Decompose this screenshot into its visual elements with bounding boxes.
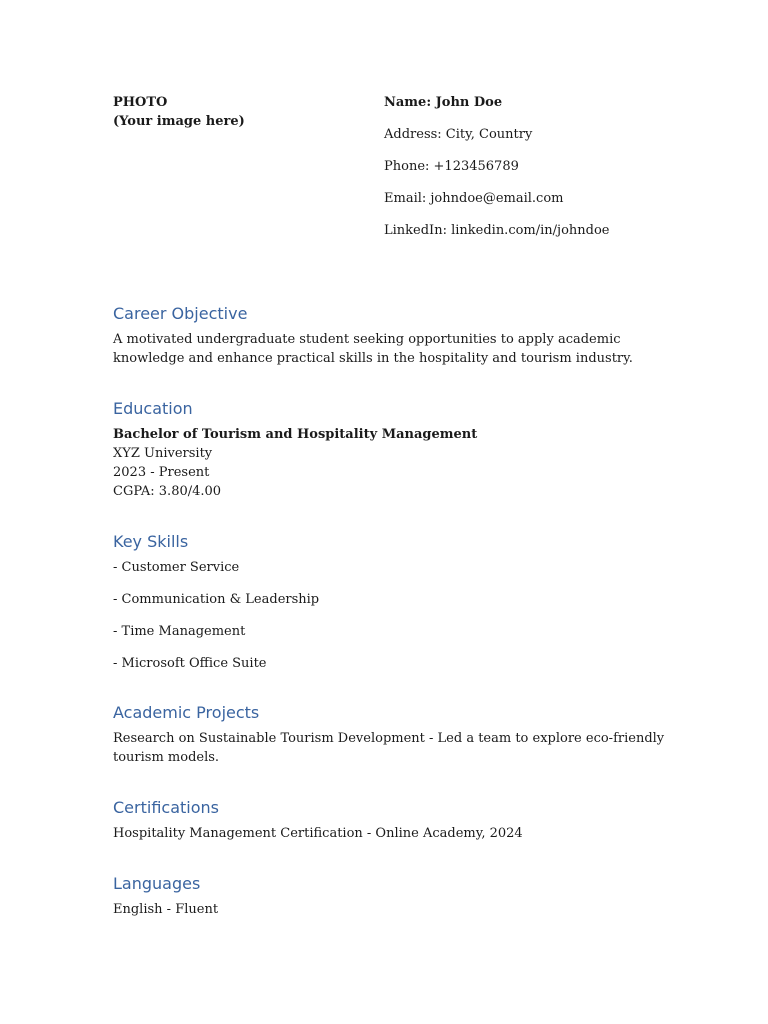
education-heading: Education — [113, 399, 193, 418]
linkedin-line: LinkedIn: linkedin.com/in/johndoe — [384, 223, 610, 238]
degree-title: Bachelor of Tourism and Hospitality Management — [113, 427, 478, 442]
candidate-name: Name: John Doe — [384, 95, 503, 110]
key-skills-section — [113, 531, 673, 686]
academic-projects-text: Research on Sustainable Tourism Development - Led a team to explore eco-friendly tourism models. — [113, 731, 665, 765]
certifications-text: Hospitality Management Certification - Online Academy, 2024 — [113, 826, 523, 841]
cgpa-value: CGPA: 3.80/4.00 — [113, 484, 222, 499]
university-name: XYZ University — [113, 446, 213, 461]
email-line: Email: johndoe@email.com — [384, 191, 564, 206]
languages-section — [113, 873, 673, 919]
contact-info — [384, 93, 610, 253]
skill-item: - Time Management — [113, 624, 246, 639]
languages-heading: Languages — [113, 874, 201, 893]
career-objective-section — [113, 303, 673, 368]
languages-text: English - Fluent — [113, 902, 219, 917]
academic-projects-section — [113, 702, 673, 767]
address-line: Address: City, Country — [384, 127, 533, 142]
certifications-section — [113, 797, 673, 843]
study-period: 2023 - Present — [113, 465, 210, 480]
career-objective-heading: Career Objective — [113, 304, 248, 323]
photo-hint: (Your image here) — [113, 114, 245, 129]
skill-item: - Communication & Leadership — [113, 592, 320, 607]
education-section — [113, 398, 673, 501]
certifications-heading: Certifications — [113, 798, 219, 817]
skill-item: - Microsoft Office Suite — [113, 656, 267, 671]
skill-item: - Customer Service — [113, 560, 240, 575]
academic-projects-heading: Academic Projects — [113, 703, 260, 722]
photo-placeholder — [113, 93, 245, 131]
career-objective-text: A motivated undergraduate student seeking opportunities to apply academic knowledge and enhance practical skills in the hospitality and tourism industry. — [113, 332, 633, 366]
phone-line: Phone: +123456789 — [384, 159, 519, 174]
photo-label: PHOTO — [113, 95, 168, 110]
key-skills-heading: Key Skills — [113, 532, 189, 551]
resume-header — [113, 93, 673, 273]
